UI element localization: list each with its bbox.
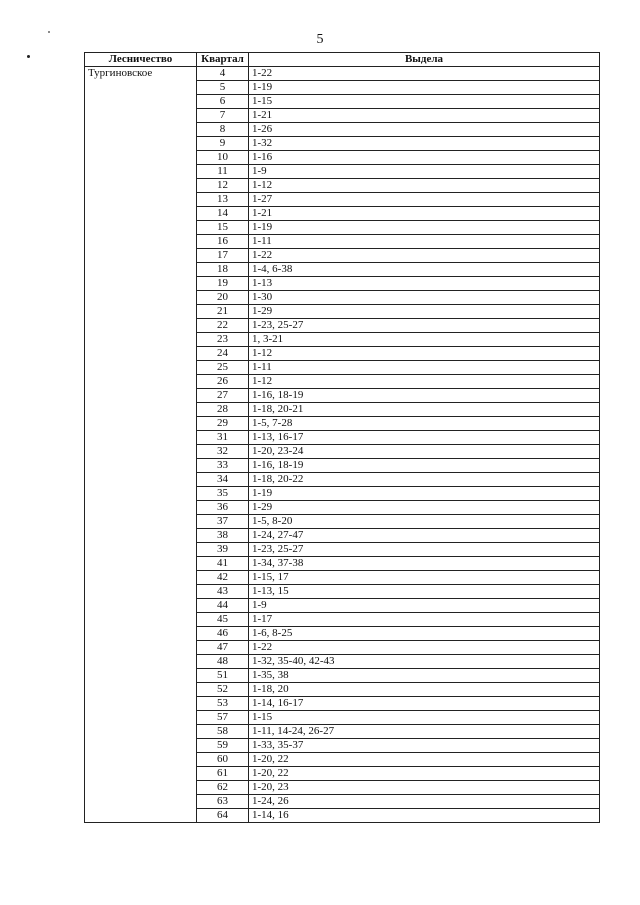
quarter-cell: 38 bbox=[197, 529, 249, 543]
quarter-cell: 45 bbox=[197, 613, 249, 627]
quarter-cell: 19 bbox=[197, 277, 249, 291]
quarter-cell: 41 bbox=[197, 557, 249, 571]
plots-cell: 1-18, 20-22 bbox=[249, 473, 600, 487]
quarter-cell: 31 bbox=[197, 431, 249, 445]
plots-cell: 1-18, 20 bbox=[249, 683, 600, 697]
page-number: 5 bbox=[316, 32, 324, 47]
plots-cell: 1-19 bbox=[249, 81, 600, 95]
plots-cell: 1-20, 22 bbox=[249, 753, 600, 767]
plots-cell: 1-11 bbox=[249, 235, 600, 249]
quarter-cell: 23 bbox=[197, 333, 249, 347]
plots-cell: 1-14, 16 bbox=[249, 809, 600, 823]
plots-cell: 1-16, 18-19 bbox=[249, 459, 600, 473]
quarter-cell: 47 bbox=[197, 641, 249, 655]
quarter-cell: 18 bbox=[197, 263, 249, 277]
quarter-cell: 13 bbox=[197, 193, 249, 207]
plots-cell: 1-4, 6-38 bbox=[249, 263, 600, 277]
plots-cell: 1-15 bbox=[249, 95, 600, 109]
plots-cell: 1-20, 22 bbox=[249, 767, 600, 781]
quarter-cell: 21 bbox=[197, 305, 249, 319]
plots-cell: 1-32 bbox=[249, 137, 600, 151]
quarter-cell: 60 bbox=[197, 753, 249, 767]
quarter-cell: 6 bbox=[197, 95, 249, 109]
plots-cell: 1-24, 26 bbox=[249, 795, 600, 809]
plots-cell: 1-23, 25-27 bbox=[249, 543, 600, 557]
quarter-cell: 27 bbox=[197, 389, 249, 403]
plots-cell: 1-6, 8-25 bbox=[249, 627, 600, 641]
plots-cell: 1-15 bbox=[249, 711, 600, 725]
table-header-row bbox=[85, 53, 600, 67]
plots-cell: 1-30 bbox=[249, 291, 600, 305]
header-plots: Выдела bbox=[249, 53, 600, 67]
plots-cell: 1-32, 35-40, 42-43 bbox=[249, 655, 600, 669]
plots-cell: 1-34, 37-38 bbox=[249, 557, 600, 571]
plots-cell: 1-21 bbox=[249, 109, 600, 123]
quarter-cell: 14 bbox=[197, 207, 249, 221]
quarter-cell: 5 bbox=[197, 81, 249, 95]
plots-cell: 1-5, 8-20 bbox=[249, 515, 600, 529]
quarter-cell: 12 bbox=[197, 179, 249, 193]
plots-cell: 1-19 bbox=[249, 221, 600, 235]
plots-cell: 1-19 bbox=[249, 487, 600, 501]
plots-cell: 1-13, 15 bbox=[249, 585, 600, 599]
plots-cell: 1-11 bbox=[249, 361, 600, 375]
plots-cell: 1-27 bbox=[249, 193, 600, 207]
plots-cell: 1-11, 14-24, 26-27 bbox=[249, 725, 600, 739]
quarter-cell: 52 bbox=[197, 683, 249, 697]
quarter-cell: 59 bbox=[197, 739, 249, 753]
forest-plots-table bbox=[84, 52, 600, 823]
quarter-cell: 22 bbox=[197, 319, 249, 333]
header-quarter: Квартал bbox=[197, 53, 249, 67]
plots-cell: 1-17 bbox=[249, 613, 600, 627]
table-row bbox=[85, 67, 600, 81]
quarter-cell: 9 bbox=[197, 137, 249, 151]
header-forestry: Лесничество bbox=[85, 53, 197, 67]
scan-speck bbox=[48, 31, 50, 33]
quarter-cell: 62 bbox=[197, 781, 249, 795]
plots-cell: 1-13, 16-17 bbox=[249, 431, 600, 445]
plots-cell: 1-29 bbox=[249, 305, 600, 319]
quarter-cell: 34 bbox=[197, 473, 249, 487]
quarter-cell: 10 bbox=[197, 151, 249, 165]
plots-cell: 1-23, 25-27 bbox=[249, 319, 600, 333]
quarter-cell: 7 bbox=[197, 109, 249, 123]
quarter-cell: 11 bbox=[197, 165, 249, 179]
plots-cell: 1-18, 20-21 bbox=[249, 403, 600, 417]
plots-cell: 1-16 bbox=[249, 151, 600, 165]
quarter-cell: 39 bbox=[197, 543, 249, 557]
plots-cell: 1-15, 17 bbox=[249, 571, 600, 585]
plots-cell: 1, 3-21 bbox=[249, 333, 600, 347]
quarter-cell: 58 bbox=[197, 725, 249, 739]
plots-cell: 1-5, 7-28 bbox=[249, 417, 600, 431]
scan-speck bbox=[27, 55, 30, 58]
plots-cell: 1-21 bbox=[249, 207, 600, 221]
plots-cell: 1-14, 16-17 bbox=[249, 697, 600, 711]
quarter-cell: 33 bbox=[197, 459, 249, 473]
plots-cell: 1-12 bbox=[249, 375, 600, 389]
plots-cell: 1-12 bbox=[249, 347, 600, 361]
quarter-cell: 57 bbox=[197, 711, 249, 725]
quarter-cell: 46 bbox=[197, 627, 249, 641]
plots-cell: 1-35, 38 bbox=[249, 669, 600, 683]
quarter-cell: 61 bbox=[197, 767, 249, 781]
plots-cell: 1-20, 23-24 bbox=[249, 445, 600, 459]
plots-cell: 1-9 bbox=[249, 165, 600, 179]
quarter-cell: 29 bbox=[197, 417, 249, 431]
plots-cell: 1-22 bbox=[249, 249, 600, 263]
quarter-cell: 43 bbox=[197, 585, 249, 599]
plots-cell: 1-29 bbox=[249, 501, 600, 515]
quarter-cell: 20 bbox=[197, 291, 249, 305]
plots-cell: 1-22 bbox=[249, 641, 600, 655]
quarter-cell: 24 bbox=[197, 347, 249, 361]
plots-cell: 1-33, 35-37 bbox=[249, 739, 600, 753]
quarter-cell: 4 bbox=[197, 67, 249, 81]
plots-cell: 1-22 bbox=[249, 67, 600, 81]
quarter-cell: 32 bbox=[197, 445, 249, 459]
plots-cell: 1-13 bbox=[249, 277, 600, 291]
quarter-cell: 8 bbox=[197, 123, 249, 137]
plots-cell: 1-20, 23 bbox=[249, 781, 600, 795]
quarter-cell: 37 bbox=[197, 515, 249, 529]
quarter-cell: 35 bbox=[197, 487, 249, 501]
quarter-cell: 42 bbox=[197, 571, 249, 585]
quarter-cell: 48 bbox=[197, 655, 249, 669]
quarter-cell: 26 bbox=[197, 375, 249, 389]
plots-cell: 1-12 bbox=[249, 179, 600, 193]
table-body bbox=[85, 67, 600, 823]
quarter-cell: 17 bbox=[197, 249, 249, 263]
plots-cell: 1-16, 18-19 bbox=[249, 389, 600, 403]
quarter-cell: 16 bbox=[197, 235, 249, 249]
quarter-cell: 44 bbox=[197, 599, 249, 613]
quarter-cell: 25 bbox=[197, 361, 249, 375]
quarter-cell: 64 bbox=[197, 809, 249, 823]
quarter-cell: 15 bbox=[197, 221, 249, 235]
plots-cell: 1-9 bbox=[249, 599, 600, 613]
quarter-cell: 51 bbox=[197, 669, 249, 683]
plots-cell: 1-24, 27-47 bbox=[249, 529, 600, 543]
quarter-cell: 28 bbox=[197, 403, 249, 417]
quarter-cell: 53 bbox=[197, 697, 249, 711]
plots-cell: 1-26 bbox=[249, 123, 600, 137]
quarter-cell: 63 bbox=[197, 795, 249, 809]
forestry-name-cell: Тургиновское bbox=[85, 67, 197, 823]
quarter-cell: 36 bbox=[197, 501, 249, 515]
